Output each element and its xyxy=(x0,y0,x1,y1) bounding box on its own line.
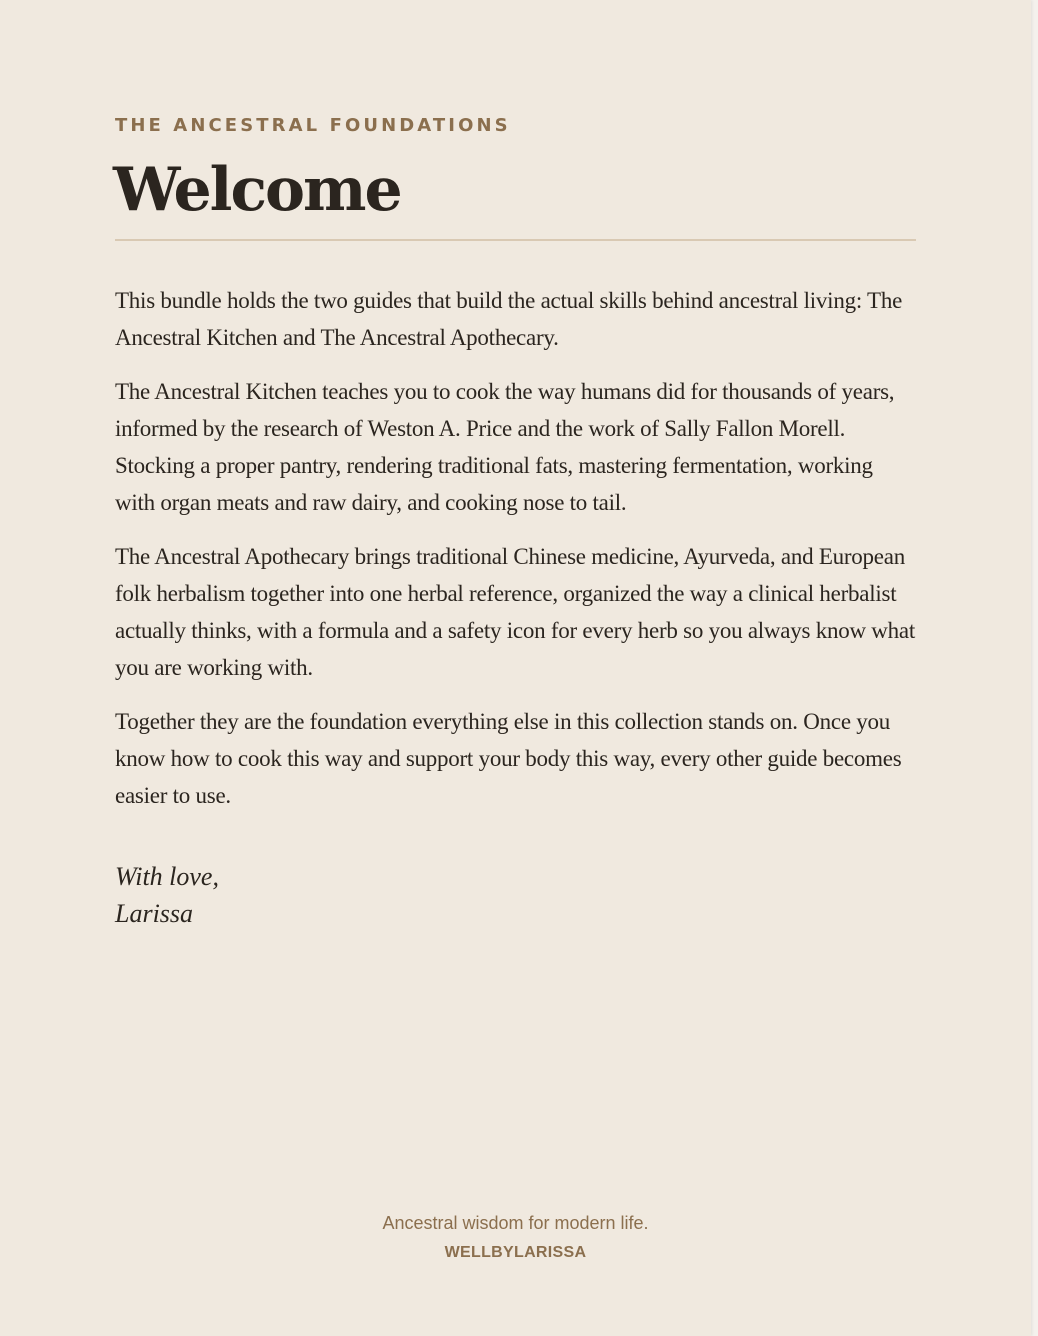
footer-tagline: Ancestral wisdom for modern life. xyxy=(382,1213,649,1233)
signoff-name: Larissa xyxy=(115,899,194,928)
body-text xyxy=(115,282,917,831)
signoff-closing: With love, xyxy=(115,862,219,891)
body-paragraph-intro: This bundle holds the two guides that build the actual skills behind ancestral living: The Ancestral Kitchen and The Ancestral Apothecary. xyxy=(115,288,903,350)
body-paragraph-together: Together they are the foundation everything else in this collection stands on. Once you know how to cook this way and support your body this way, every other guide becomes easier to use. xyxy=(115,709,902,808)
body-paragraph-apothecary: The Ancestral Apothecary brings traditional Chinese medicine, Ayurveda, and European folk herbalism together into one herbal reference, organized the way a clinical herbalist actually thinks, with a formula and a safety icon for every herb so you always know what you are working with. xyxy=(115,544,916,680)
footer-brand: WELLBYLARISSA xyxy=(444,1244,587,1261)
title-divider xyxy=(115,239,916,241)
signoff xyxy=(115,858,219,932)
body-paragraph-kitchen: The Ancestral Kitchen teaches you to cook the way humans did for thousands of years, informed by the research of Weston A. Price and the work of Sally Fallon Morell. Stocking a proper pantry, rendering traditional fats, mastering fermentation, working with organ meats and raw dairy, and cooking nose to tail. xyxy=(115,379,895,515)
section-eyebrow: THE ANCESTRAL FOUNDATIONS xyxy=(115,115,511,136)
page-title: Welcome xyxy=(113,155,401,225)
